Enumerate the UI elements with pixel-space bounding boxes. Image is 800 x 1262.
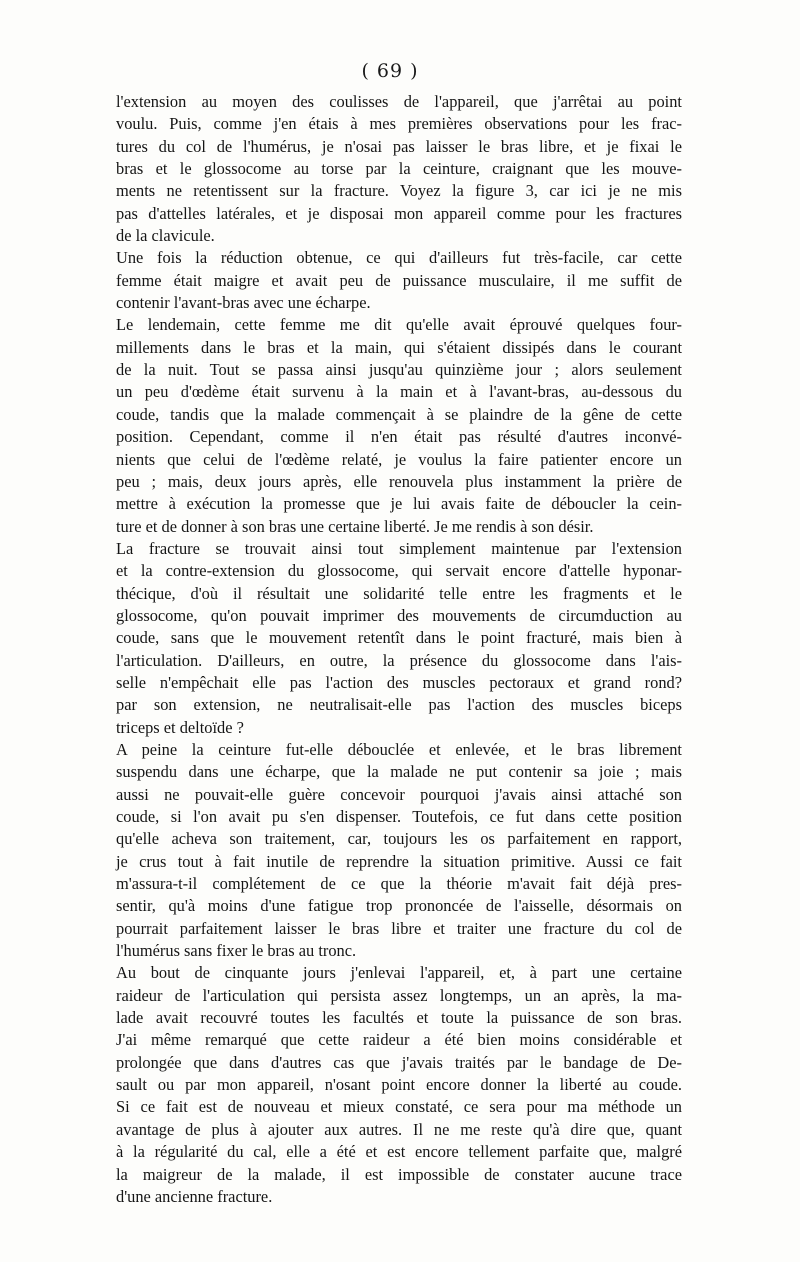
text-line: triceps et deltoïde ? bbox=[116, 717, 244, 737]
text-line: de la nuit. Tout se passa ainsi jusqu'au quinzième jour ; alors seulement bbox=[116, 360, 682, 380]
text-line: Une fois la réduction obtenue, ce qui d'ailleurs fut très-facile, car cette bbox=[116, 248, 682, 268]
text-line: peu ; mais, deux jours après, elle renouvela plus instamment la prière de bbox=[116, 471, 682, 491]
text-line: l'extension au moyen des coulisses de l'appareil, que j'arrêtai au point bbox=[116, 92, 682, 111]
text-line: sentir, qu'à moins d'une fatigue trop prononcée de l'aisselle, désormais on bbox=[116, 896, 682, 916]
paragraph bbox=[116, 247, 682, 314]
text-line: un peu d'œdème était survenu à la main et à l'avant-bras, au-dessous du bbox=[116, 382, 682, 402]
text-line: ture et de donner à son bras une certaine liberté. Je me rendis à son désir. bbox=[116, 516, 594, 536]
paragraph bbox=[116, 538, 682, 739]
text-line: Au bout de cinquante jours j'enlevai l'appareil, et, à part une certaine bbox=[116, 963, 682, 983]
text-line: à la régularité du cal, elle a été et est encore tellement parfaite que, malgré bbox=[116, 1142, 682, 1162]
text-line: sault ou par mon appareil, n'osant point encore donner la liberté au coude. bbox=[116, 1075, 682, 1095]
text-line: La fracture se trouvait ainsi tout simplement maintenue par l'extension bbox=[116, 538, 682, 558]
text-line: thécique, d'où il résultait une solidarité telle entre les fragments et le bbox=[116, 583, 682, 603]
text-line: m'assura-t-il complétement de ce que la théorie m'avait fait déjà pres- bbox=[116, 874, 682, 894]
body-text bbox=[116, 91, 682, 1208]
text-line: selle n'empêchait elle pas l'action des muscles pectoraux et grand rond? bbox=[116, 672, 682, 692]
text-line: Si ce fait est de nouveau et mieux constaté, ce sera pour ma méthode un bbox=[116, 1097, 682, 1117]
text-line: lade avait recouvré toutes les facultés et toute la puissance de son bras. bbox=[116, 1008, 682, 1028]
text-line: suspendu dans une écharpe, que la malade ne put contenir sa joie ; mais bbox=[116, 762, 682, 782]
text-line: l'articulation. D'ailleurs, en outre, la présence du glossocome dans l'ais- bbox=[116, 650, 682, 670]
text-line: pourrait parfaitement laisser le bras libre et traiter une fracture du col de bbox=[116, 918, 682, 938]
text-line: qu'elle acheva son traitement, car, toujours les os parfaitement en rapport, bbox=[116, 829, 682, 849]
text-line: aussi ne pouvait-elle guère concevoir pourquoi j'avais ainsi attaché son bbox=[116, 784, 682, 804]
paragraph bbox=[116, 91, 682, 247]
text-line: la maigreur de la malade, il est impossible de constater aucune trace bbox=[116, 1164, 682, 1184]
text-line: bras et le glossocome au torse par la ceinture, craignant que les mouve- bbox=[116, 159, 682, 179]
text-line: pas d'attelles latérales, et je disposai mon appareil comme pour les fractures bbox=[116, 203, 682, 223]
text-line: contenir l'avant-bras avec une écharpe. bbox=[116, 293, 371, 313]
text-line: tures du col de l'humérus, je n'osai pas laisser le bras libre, et je fixai le bbox=[116, 136, 682, 156]
text-line: l'humérus sans fixer le bras au tronc. bbox=[116, 941, 357, 961]
text-line: nients que celui de l'œdème relaté, je voulus la faire patienter encore un bbox=[116, 449, 682, 469]
paragraph bbox=[116, 739, 682, 962]
text-line: J'ai même remarqué que cette raideur a été bien moins considérable et bbox=[116, 1030, 682, 1050]
text-line: A peine la ceinture fut-elle débouclée et enlevée, et le bras librement bbox=[116, 739, 682, 759]
text-line: femme était maigre et avait peu de puissance musculaire, il me suffit de bbox=[116, 270, 682, 290]
text-line: d'une ancienne fracture. bbox=[116, 1186, 273, 1206]
text-line: avantage de plus à ajouter aux autres. Il ne me reste qu'à dire que, quant bbox=[116, 1119, 682, 1139]
text-line: coude, si l'on avait pu s'en dispenser. Toutefois, ce fut dans cette position bbox=[116, 807, 682, 826]
text-line: coude, sans que le mouvement retentît dans le point fracturé, mais bien à bbox=[116, 628, 682, 648]
text-line: millements dans le bras et la main, qui s'étaient dissipés dans le courant bbox=[116, 337, 682, 357]
paragraph bbox=[116, 962, 682, 1208]
text-line: ments ne retentissent sur la fracture. Voyez la figure 3, car ici je ne mis bbox=[116, 181, 682, 201]
text-line: prolongée que dans d'autres cas que j'avais traités par le bandage de De- bbox=[116, 1052, 682, 1072]
text-line: Le lendemain, cette femme me dit qu'elle avait éprouvé quelques four- bbox=[116, 315, 682, 335]
text-line: coude, tandis que la malade commençait à se plaindre de la gêne de cette bbox=[116, 404, 682, 424]
text-line: position. Cependant, comme il n'en était pas résulté d'autres inconvé- bbox=[116, 427, 682, 447]
text-line: mettre à exécution la promesse que je lui avais faite de déboucler la cein- bbox=[116, 494, 682, 514]
text-line: glossocome, qu'on pouvait imprimer des mouvements de circumduction au bbox=[116, 605, 682, 625]
text-line: raideur de l'articulation qui persista assez longtemps, un an après, la ma- bbox=[116, 985, 682, 1005]
page-number: ( 69 ) bbox=[361, 60, 419, 82]
text-line: je crus tout à fait inutile de reprendre la situation primitive. Aussi ce fait bbox=[116, 851, 682, 871]
text-line: par son extension, ne neutralisait-elle pas l'action des muscles biceps bbox=[116, 695, 682, 715]
paragraph bbox=[116, 314, 682, 537]
text-line: de la clavicule. bbox=[116, 226, 215, 246]
text-line: voulu. Puis, comme j'en étais à mes premières observations pour les frac- bbox=[116, 114, 682, 134]
text-line: et la contre-extension du glossocome, qui servait encore d'attelle hyponar- bbox=[116, 561, 682, 581]
